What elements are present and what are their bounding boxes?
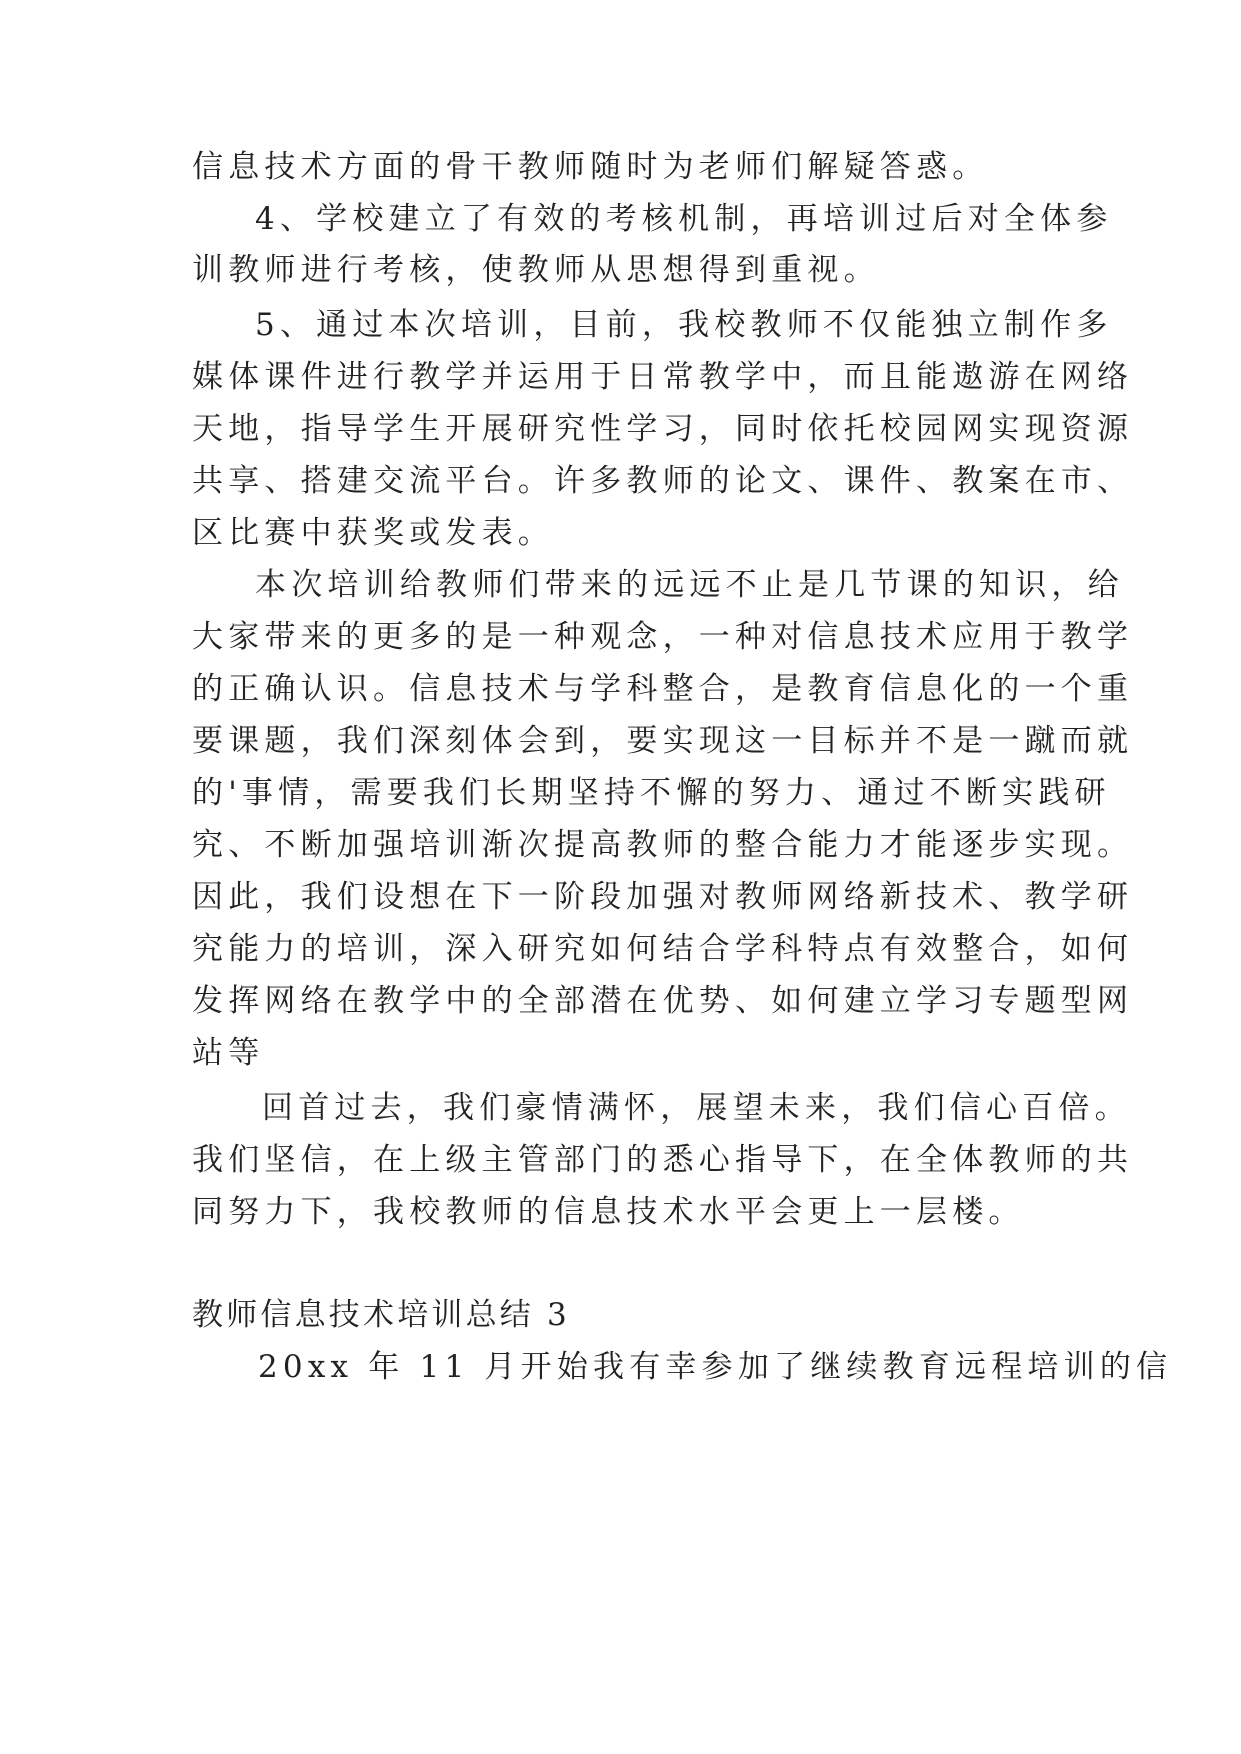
paragraph-line: 的正确认识。信息技术与学科整合，是教育信息化的一个重 <box>192 671 1134 707</box>
paragraph-line: 的'事情，需要我们长期坚持不懈的努力、通过不断实践研 <box>192 775 1111 811</box>
paragraph-line: 我们坚信，在上级主管部门的悉心指导下，在全体教师的共 <box>192 1142 1134 1178</box>
paragraph-line: 共享、搭建交流平台。许多教师的论文、课件、教案在市、 <box>192 463 1134 499</box>
paragraph-line: 训教师进行考核，使教师从思想得到重视。 <box>192 252 880 288</box>
paragraph-line: 同努力下，我校教师的信息技术水平会更上一层楼。 <box>192 1194 1025 1230</box>
paragraph-line: 5、通过本次培训，目前，我校教师不仅能独立制作多 <box>255 307 1113 343</box>
paragraph-line: 究能力的培训，深入研究如何结合学科特点有效整合，如何 <box>192 931 1134 967</box>
paragraph-line: 发挥网络在教学中的全部潜在优势、如何建立学习专题型网 <box>192 983 1134 1019</box>
section-heading: 教师信息技术培训总结 3 <box>192 1297 570 1333</box>
paragraph-line: 大家带来的更多的是一种观念，一种对信息技术应用于教学 <box>192 619 1134 655</box>
paragraph-line: 要课题，我们深刻体会到，要实现这一目标并不是一蹴而就 <box>192 723 1134 759</box>
paragraph-line: 回首过去，我们豪情满怀，展望未来，我们信心百倍。 <box>262 1090 1131 1126</box>
paragraph-line: 4、学校建立了有效的考核机制，再培训过后对全体参 <box>255 201 1113 237</box>
paragraph-line: 天地，指导学生开展研究性学习，同时依托校园网实现资源 <box>192 411 1134 447</box>
paragraph-line: 区比赛中获奖或发表。 <box>192 515 554 551</box>
paragraph-line: 20xx 年 11 月开始我有幸参加了继续教育远程培训的信 <box>258 1349 1173 1385</box>
paragraph-line: 究、不断加强培训渐次提高教师的整合能力才能逐步实现。 <box>192 827 1134 863</box>
paragraph-line: 本次培训给教师们带来的远远不止是几节课的知识，给 <box>255 567 1124 603</box>
paragraph-line: 站等 <box>192 1035 265 1071</box>
paragraph-line: 媒体课件进行教学并运用于日常教学中，而且能遨游在网络 <box>192 359 1134 395</box>
paragraph-line: 因此，我们设想在下一阶段加强对教师网络新技术、教学研 <box>192 879 1134 915</box>
paragraph-line: 信息技术方面的骨干教师随时为老师们解疑答惑。 <box>192 149 989 185</box>
